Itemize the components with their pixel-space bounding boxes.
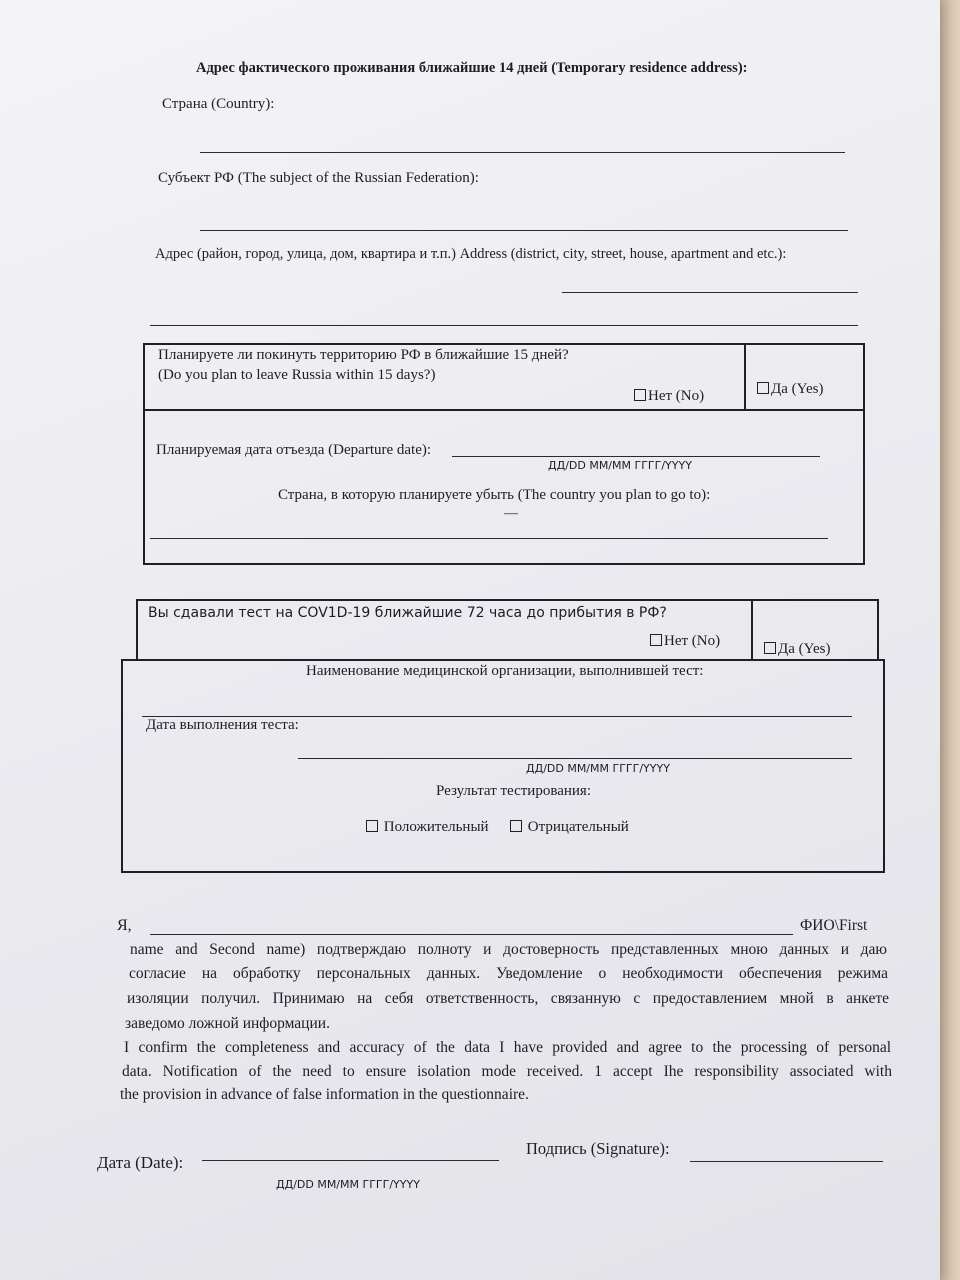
footer-date-field[interactable]: [202, 1160, 499, 1161]
checkbox-icon[interactable]: [764, 642, 776, 654]
departure-col-divider: [744, 345, 746, 409]
subject-field[interactable]: [200, 230, 848, 231]
footer-date-label: Дата (Date):: [97, 1153, 184, 1172]
country-label: Страна (Country):: [162, 96, 275, 112]
departure-date-label: Планируемая дата отъезда (Departure date):: [156, 442, 432, 458]
departure-no-label: Нет (No): [648, 388, 705, 404]
covid-negative-option[interactable]: [510, 819, 629, 836]
subject-label: Субъект РФ (The subject of the Russian Federation):: [158, 170, 479, 186]
fio-field[interactable]: [150, 934, 793, 935]
covid-date-label: Дата выполнения теста:: [146, 717, 299, 733]
checkbox-icon[interactable]: [650, 634, 662, 646]
departure-date-field[interactable]: [452, 456, 820, 457]
fio-label: ФИО\First: [800, 917, 868, 934]
covid-date-field[interactable]: [298, 758, 852, 759]
covid-no-label: Нет (No): [664, 633, 721, 649]
covid-col-divider: [751, 601, 753, 659]
covid-yes-label: Да (Yes): [778, 641, 831, 657]
departure-date-format: ДД/DD ММ/MM ГГГГ/YYYY: [548, 459, 692, 472]
covid-org-label: Наименование медицинской организации, выполнившей тест:: [306, 663, 704, 679]
departure-question-en: (Do you plan to leave Russia within 15 days?): [158, 367, 436, 383]
declaration-ru-line-3: изоляции получил. Принимаю на себя ответственность, связанную с предоставлением мной в анкете: [127, 990, 889, 1007]
checkbox-icon[interactable]: [757, 382, 769, 394]
checkbox-icon[interactable]: [366, 820, 378, 832]
signature-label: Подпись (Signature):: [526, 1139, 670, 1158]
covid-yes-option[interactable]: [764, 641, 830, 658]
declaration-en-line-1: I confirm the completeness and accuracy of the data I have provided and agree to the processing of personal: [124, 1039, 891, 1056]
departure-yes-option[interactable]: [757, 381, 823, 398]
footer-date-format: ДД/DD ММ/MM ГГГГ/YYYY: [276, 1178, 420, 1191]
signature-field[interactable]: [690, 1161, 883, 1162]
departure-yes-label: Да (Yes): [771, 381, 824, 397]
address-label: Адрес (район, город, улица, дом, квартира и т.п.) Address (district, city, street, house, apartment and etc.):: [155, 246, 787, 262]
checkbox-icon[interactable]: [510, 820, 522, 832]
departure-country-label: Страна, в которую планируете убыть (The country you plan to go to):: [278, 487, 711, 503]
covid-date-format: ДД/DD ММ/MM ГГГГ/YYYY: [526, 762, 670, 775]
desk-surface: [940, 0, 960, 1280]
covid-no-option[interactable]: [650, 633, 720, 650]
covid-positive-option[interactable]: [366, 819, 489, 836]
covid-question: Вы сдавали тест на COV1D-19 ближайшие 72 часа до прибытия в РФ?: [148, 605, 667, 621]
covid-positive-label: Положительный: [383, 819, 489, 835]
declaration-en-last: the provision in advance of false information in the questionnaire.: [120, 1086, 529, 1103]
checkbox-icon[interactable]: [634, 389, 646, 401]
covid-negative-label: Отрицательный: [527, 819, 629, 835]
address-field-2[interactable]: [150, 325, 858, 326]
residence-heading: Адрес фактического проживания ближайшие 14 дней (Temporary residence address):: [196, 60, 748, 76]
covid-details-box: [121, 659, 885, 873]
declaration-ru-line-2: согласие на обработку персональных данных. Уведомление о необходимости обеспечения режима: [129, 965, 888, 982]
country-field[interactable]: [200, 152, 845, 153]
declaration-en-line-2: data. Notification of the need to ensure isolation mode received. 1 accept Ihe responsibility associated with: [122, 1063, 892, 1080]
covid-result-label: Результат тестирования:: [436, 783, 591, 799]
address-field-1[interactable]: [562, 292, 858, 293]
departure-no-option[interactable]: [634, 388, 704, 405]
declaration-ru-last: заведомо ложной информации.: [125, 1015, 330, 1032]
departure-country-value: —: [504, 506, 518, 521]
departure-divider: [145, 409, 863, 411]
declaration-ru-line-1: name and Second name) подтверждаю полноту и достоверность представленных мною данных и даю: [130, 941, 887, 958]
departure-question-ru: Планируете ли покинуть территорию РФ в ближайшие 15 дней?: [158, 347, 569, 363]
declaration-ya: Я,: [117, 917, 132, 934]
departure-country-field[interactable]: [150, 538, 828, 539]
